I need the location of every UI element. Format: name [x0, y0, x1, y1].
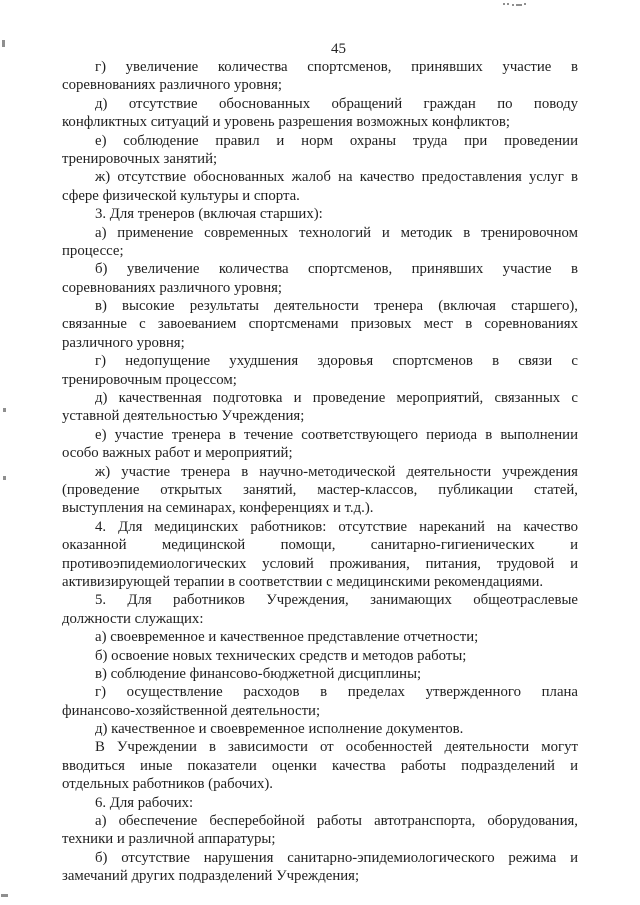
scan-artifact-bottom-mark	[1, 894, 8, 897]
text-line: 4. Для медицинских работников: отсутствие нареканий на качество	[95, 518, 578, 535]
text-line: а) обеспечение бесперебойной работы автотранспорта, оборудования,	[95, 813, 578, 830]
text-line: г) осуществление расходов в пределах утвержденного плана	[95, 684, 578, 701]
text-line: соревнованиях различного уровня;	[62, 279, 283, 296]
text-line: ж) отсутствие обоснованных жалоб на качество предоставления услуг в	[95, 169, 578, 186]
scan-artifact-dash	[516, 4, 522, 6]
text-line: 3. Для тренеров (включая старших):	[95, 206, 323, 223]
text-line: 5. Для работников Учреждения, занимающих общеотраслевые	[95, 592, 578, 609]
text-line: б) увеличение количества спортсменов, принявших участие в	[95, 261, 578, 278]
scan-artifact-dot	[503, 3, 505, 5]
text-line: а) своевременное и качественное представление отчетности;	[95, 629, 479, 646]
text-line: 6. Для рабочих:	[95, 794, 194, 811]
text-line: д) качественное и своевременное исполнение документов.	[95, 721, 464, 738]
text-line: активизирующей терапии в соответствии с медицинскими рекомендациями.	[62, 573, 544, 590]
text-line: (проведение открытых занятий, мастер-классов, публикации статей,	[62, 481, 578, 498]
text-line: б) отсутствие нарушения санитарно-эпидемиологического режима и	[95, 849, 578, 866]
text-line: а) применение современных технологий и методик в тренировочном	[95, 224, 578, 241]
text-line: сфере физической культуры и спорта.	[62, 187, 300, 204]
text-line: уставной деятельностью Учреждения;	[62, 408, 305, 425]
scan-artifact-dot	[507, 3, 509, 5]
text-line: б) освоение новых технических средств и методов работы;	[95, 647, 467, 664]
text-line: оказанной медицинской помощи, санитарно-гигиенических и	[62, 537, 578, 554]
text-line: д) качественная подготовка и проведение мероприятий, связанных с	[95, 390, 578, 407]
text-line: д) отсутствие обоснованных обращений граждан по поводу	[95, 95, 578, 112]
text-line: процессе;	[62, 242, 124, 259]
text-line: конфликтных ситуаций и уровень разрешения возможных конфликтов;	[62, 114, 510, 131]
text-line: связанные с завоеванием спортсменами призовых мест в соревнованиях	[62, 316, 578, 333]
text-line: финансово-хозяйственной деятельности;	[62, 702, 321, 719]
text-line: замечаний других подразделений Учреждения;	[62, 868, 360, 885]
scan-artifact-left-mark	[3, 408, 6, 412]
text-line: В Учреждении в зависимости от особенностей деятельности могут	[95, 739, 578, 756]
scan-artifact-left-mark	[3, 476, 6, 480]
text-line: г) недопущение ухудшения здоровья спортсменов в связи с	[95, 353, 578, 370]
text-line: е) участие тренера в течение соответствующего периода в выполнении	[95, 426, 578, 443]
page-number: 45	[331, 41, 346, 57]
text-line: должности служащих:	[62, 610, 204, 627]
text-line: противоэпидемиологических условий проживания, питания, трудовой и	[62, 555, 578, 572]
document-body	[62, 58, 578, 886]
text-line: в) высокие результаты деятельности тренера (включая старшего),	[95, 298, 578, 315]
text-line: особо важных работ и мероприятий;	[62, 445, 293, 462]
text-line: соревнованиях различного уровня;	[62, 77, 283, 94]
text-line: различного уровня;	[62, 334, 185, 351]
text-line: техники и различной аппаратуры;	[62, 831, 276, 848]
text-line: вводиться иные показатели оценки качества работы подразделений и	[62, 757, 578, 774]
text-line: в) соблюдение финансово-бюджетной дисциплины;	[95, 665, 422, 682]
text-line: г) увеличение количества спортсменов, принявших участие в	[95, 59, 578, 75]
text-line: выступления на семинарах, конференциях и т.д.).	[62, 500, 374, 517]
scan-artifact-dot	[524, 3, 526, 5]
scan-artifact-left-mark	[2, 40, 5, 47]
text-line: ж) участие тренера в научно-методической деятельности учреждения	[95, 463, 578, 480]
text-line: е) соблюдение правил и норм охраны труда при проведении	[95, 132, 578, 149]
scan-artifact-dot	[512, 4, 514, 6]
text-line: тренировочных занятий;	[62, 150, 218, 167]
text-line: тренировочным процессом;	[62, 371, 237, 388]
text-line: отдельных работников (рабочих).	[62, 776, 274, 793]
